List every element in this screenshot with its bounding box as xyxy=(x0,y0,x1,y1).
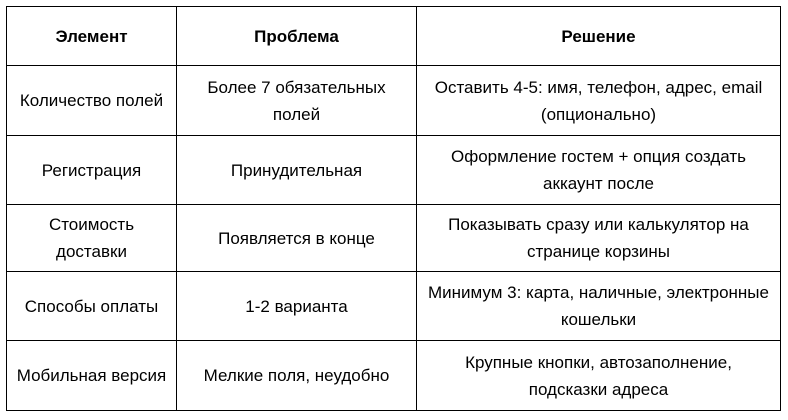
table-row xyxy=(7,66,781,136)
cell-problem: Более 7 обязательных полей xyxy=(177,66,417,136)
cell-problem: Мелкие поля, неудобно xyxy=(177,341,417,411)
cell-problem: Появляется в конце xyxy=(177,205,417,272)
cell-solution: Минимум 3: карта, наличные, электронные кошельки xyxy=(417,272,781,341)
header-element: Элемент xyxy=(7,7,177,66)
cell-element: Регистрация xyxy=(7,136,177,205)
cell-solution: Оставить 4-5: имя, телефон, адрес, email (опционально) xyxy=(417,66,781,136)
table-row xyxy=(7,136,781,205)
table-row xyxy=(7,272,781,341)
table-row xyxy=(7,205,781,272)
cell-element: Способы оплаты xyxy=(7,272,177,341)
cell-problem: Принудительная xyxy=(177,136,417,205)
table-row xyxy=(7,341,781,411)
cell-element: Мобильная версия xyxy=(7,341,177,411)
header-solution: Решение xyxy=(417,7,781,66)
comparison-table xyxy=(6,6,781,411)
table-header-row xyxy=(7,7,781,66)
cell-element: Количество полей xyxy=(7,66,177,136)
cell-solution: Показывать сразу или калькулятор на странице корзины xyxy=(417,205,781,272)
cell-problem: 1-2 варианта xyxy=(177,272,417,341)
cell-element: Стоимость доставки xyxy=(7,205,177,272)
cell-solution: Оформление гостем + опция создать аккаунт после xyxy=(417,136,781,205)
header-problem: Проблема xyxy=(177,7,417,66)
cell-solution: Крупные кнопки, автозаполнение, подсказки адреса xyxy=(417,341,781,411)
